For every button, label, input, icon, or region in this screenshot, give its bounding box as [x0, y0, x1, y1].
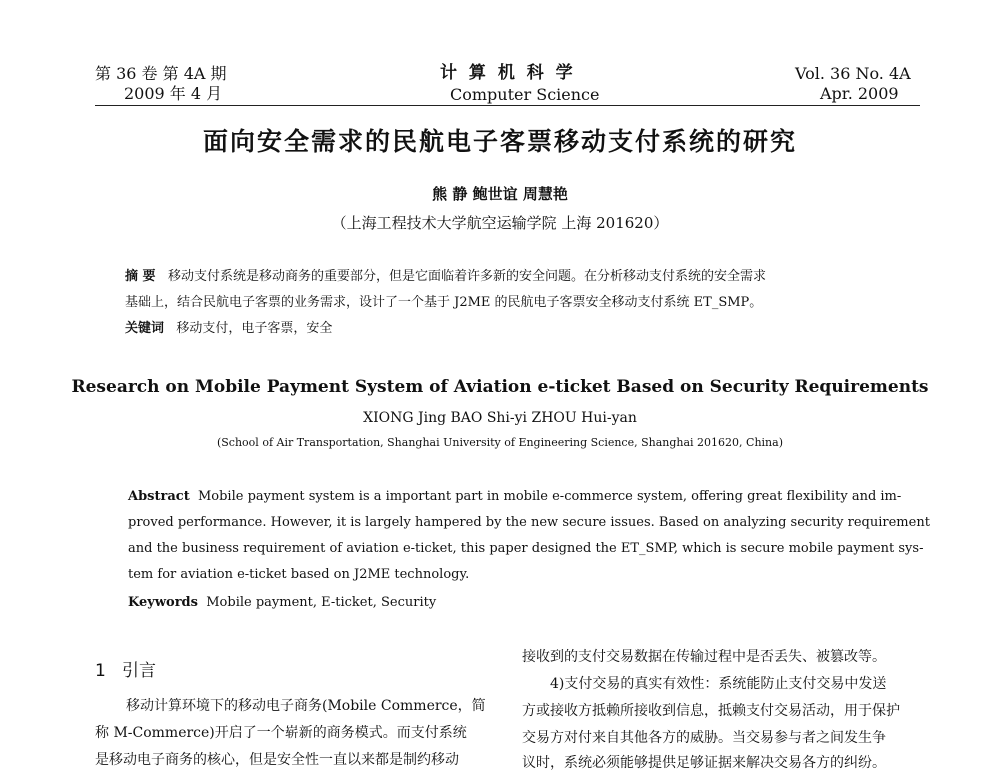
authors-en: XIONG Jing BAO Shi-yi ZHOU Hui-yan	[363, 410, 637, 426]
section-1-number: 1	[95, 661, 106, 681]
header-volume-en: Vol. 36 No. 4A	[795, 64, 911, 83]
abstract-en-label: Abstract	[128, 489, 190, 504]
abstract-en-line-2: proved performance. However, it is largely hampered by the new secure issues. Based on analyzing security requirement	[128, 515, 930, 530]
right-col-line-4: 交易方对付来自其他各方的威胁。当交易参与者之间发生争	[522, 730, 886, 746]
right-col-line-3: 方或接收方抵赖所接收到信息，抵赖支付交易活动，用于保护	[522, 703, 900, 719]
abstract-en-text-1: Mobile payment system is a important part in mobile e-commerce system, offering great flexibility and im-	[197, 489, 902, 504]
left-col-line-3: 是移动电子商务的核心，但是安全性一直以来都是制约移动	[95, 752, 459, 768]
affiliation-en: (School of Air Transportation, Shanghai University of Engineering Science, Shanghai 201620, China)	[216, 436, 783, 449]
abstract-en-line-4: tem for aviation e-ticket based on J2ME technology.	[128, 567, 470, 582]
abstract-cn-label: 摘 要	[125, 269, 156, 284]
header-journal-en: Computer Science	[450, 85, 600, 104]
section-1-heading	[95, 656, 156, 681]
keywords-en-text: Mobile payment, E-ticket, Security	[206, 595, 437, 610]
keywords-en-label: Keywords	[128, 595, 198, 610]
header-date-cn: 2009 年 4 月	[124, 84, 223, 103]
abstract-en-line-1	[128, 486, 901, 508]
right-col-line-2: 4)支付交易的真实有效性：系统能防止支付交易中发送	[550, 676, 887, 692]
left-col-line-1: 移动计算环境下的移动电子商务(Mobile Commerce，简	[126, 698, 486, 714]
abstract-cn-text-1: 移动支付系统是移动商务的重要部分，但是它面临着许多新的安全问题。在分析移动支付系统的安全需求	[167, 269, 766, 284]
header-volume-issue: 第 36 卷 第 4A 期	[95, 64, 227, 83]
right-col-line-5: 议时，系统必须能够提供足够证据来解决交易各方的纠纷。	[522, 755, 886, 771]
keywords-cn-text: 移动支付，电子客票，安全	[176, 321, 333, 336]
keywords-cn-label: 关键词	[125, 321, 165, 336]
left-col-line-2: 称 M-Commerce)开启了一个崭新的商务模式。而支付系统	[95, 725, 467, 741]
section-1-title: 引言	[122, 661, 157, 681]
paper-title-en: Research on Mobile Payment System of Aviation e-ticket Based on Security Requirements	[71, 377, 929, 397]
affiliation-cn: （上海工程技术大学航空运输学院 上海 201620）	[331, 214, 669, 232]
abstract-cn-line-1	[125, 266, 766, 288]
right-col-line-1: 接收到的支付交易数据在传输过程中是否丢失、被篡改等。	[522, 649, 886, 665]
authors-cn: 熊 静 鲍世谊 周慧艳	[432, 185, 568, 203]
keywords-en	[128, 592, 436, 614]
header-date-en: Apr. 2009	[820, 84, 899, 103]
paper-title-cn: 面向安全需求的民航电子客票移动支付系统的研究	[202, 127, 797, 156]
abstract-en-line-3: and the business requirement of aviation e-ticket, this paper designed the ET_SMP, which is secure mobile payment sys-	[128, 541, 924, 556]
keywords-cn	[125, 318, 332, 340]
header-rule	[95, 105, 920, 106]
header-journal-cn: 计 算 机 科 学	[440, 63, 576, 83]
abstract-cn-line-2: 基础上，结合民航电子客票的业务需求，设计了一个基于 J2ME 的民航电子客票安全移动支付系统 ET_SMP。	[125, 295, 763, 310]
